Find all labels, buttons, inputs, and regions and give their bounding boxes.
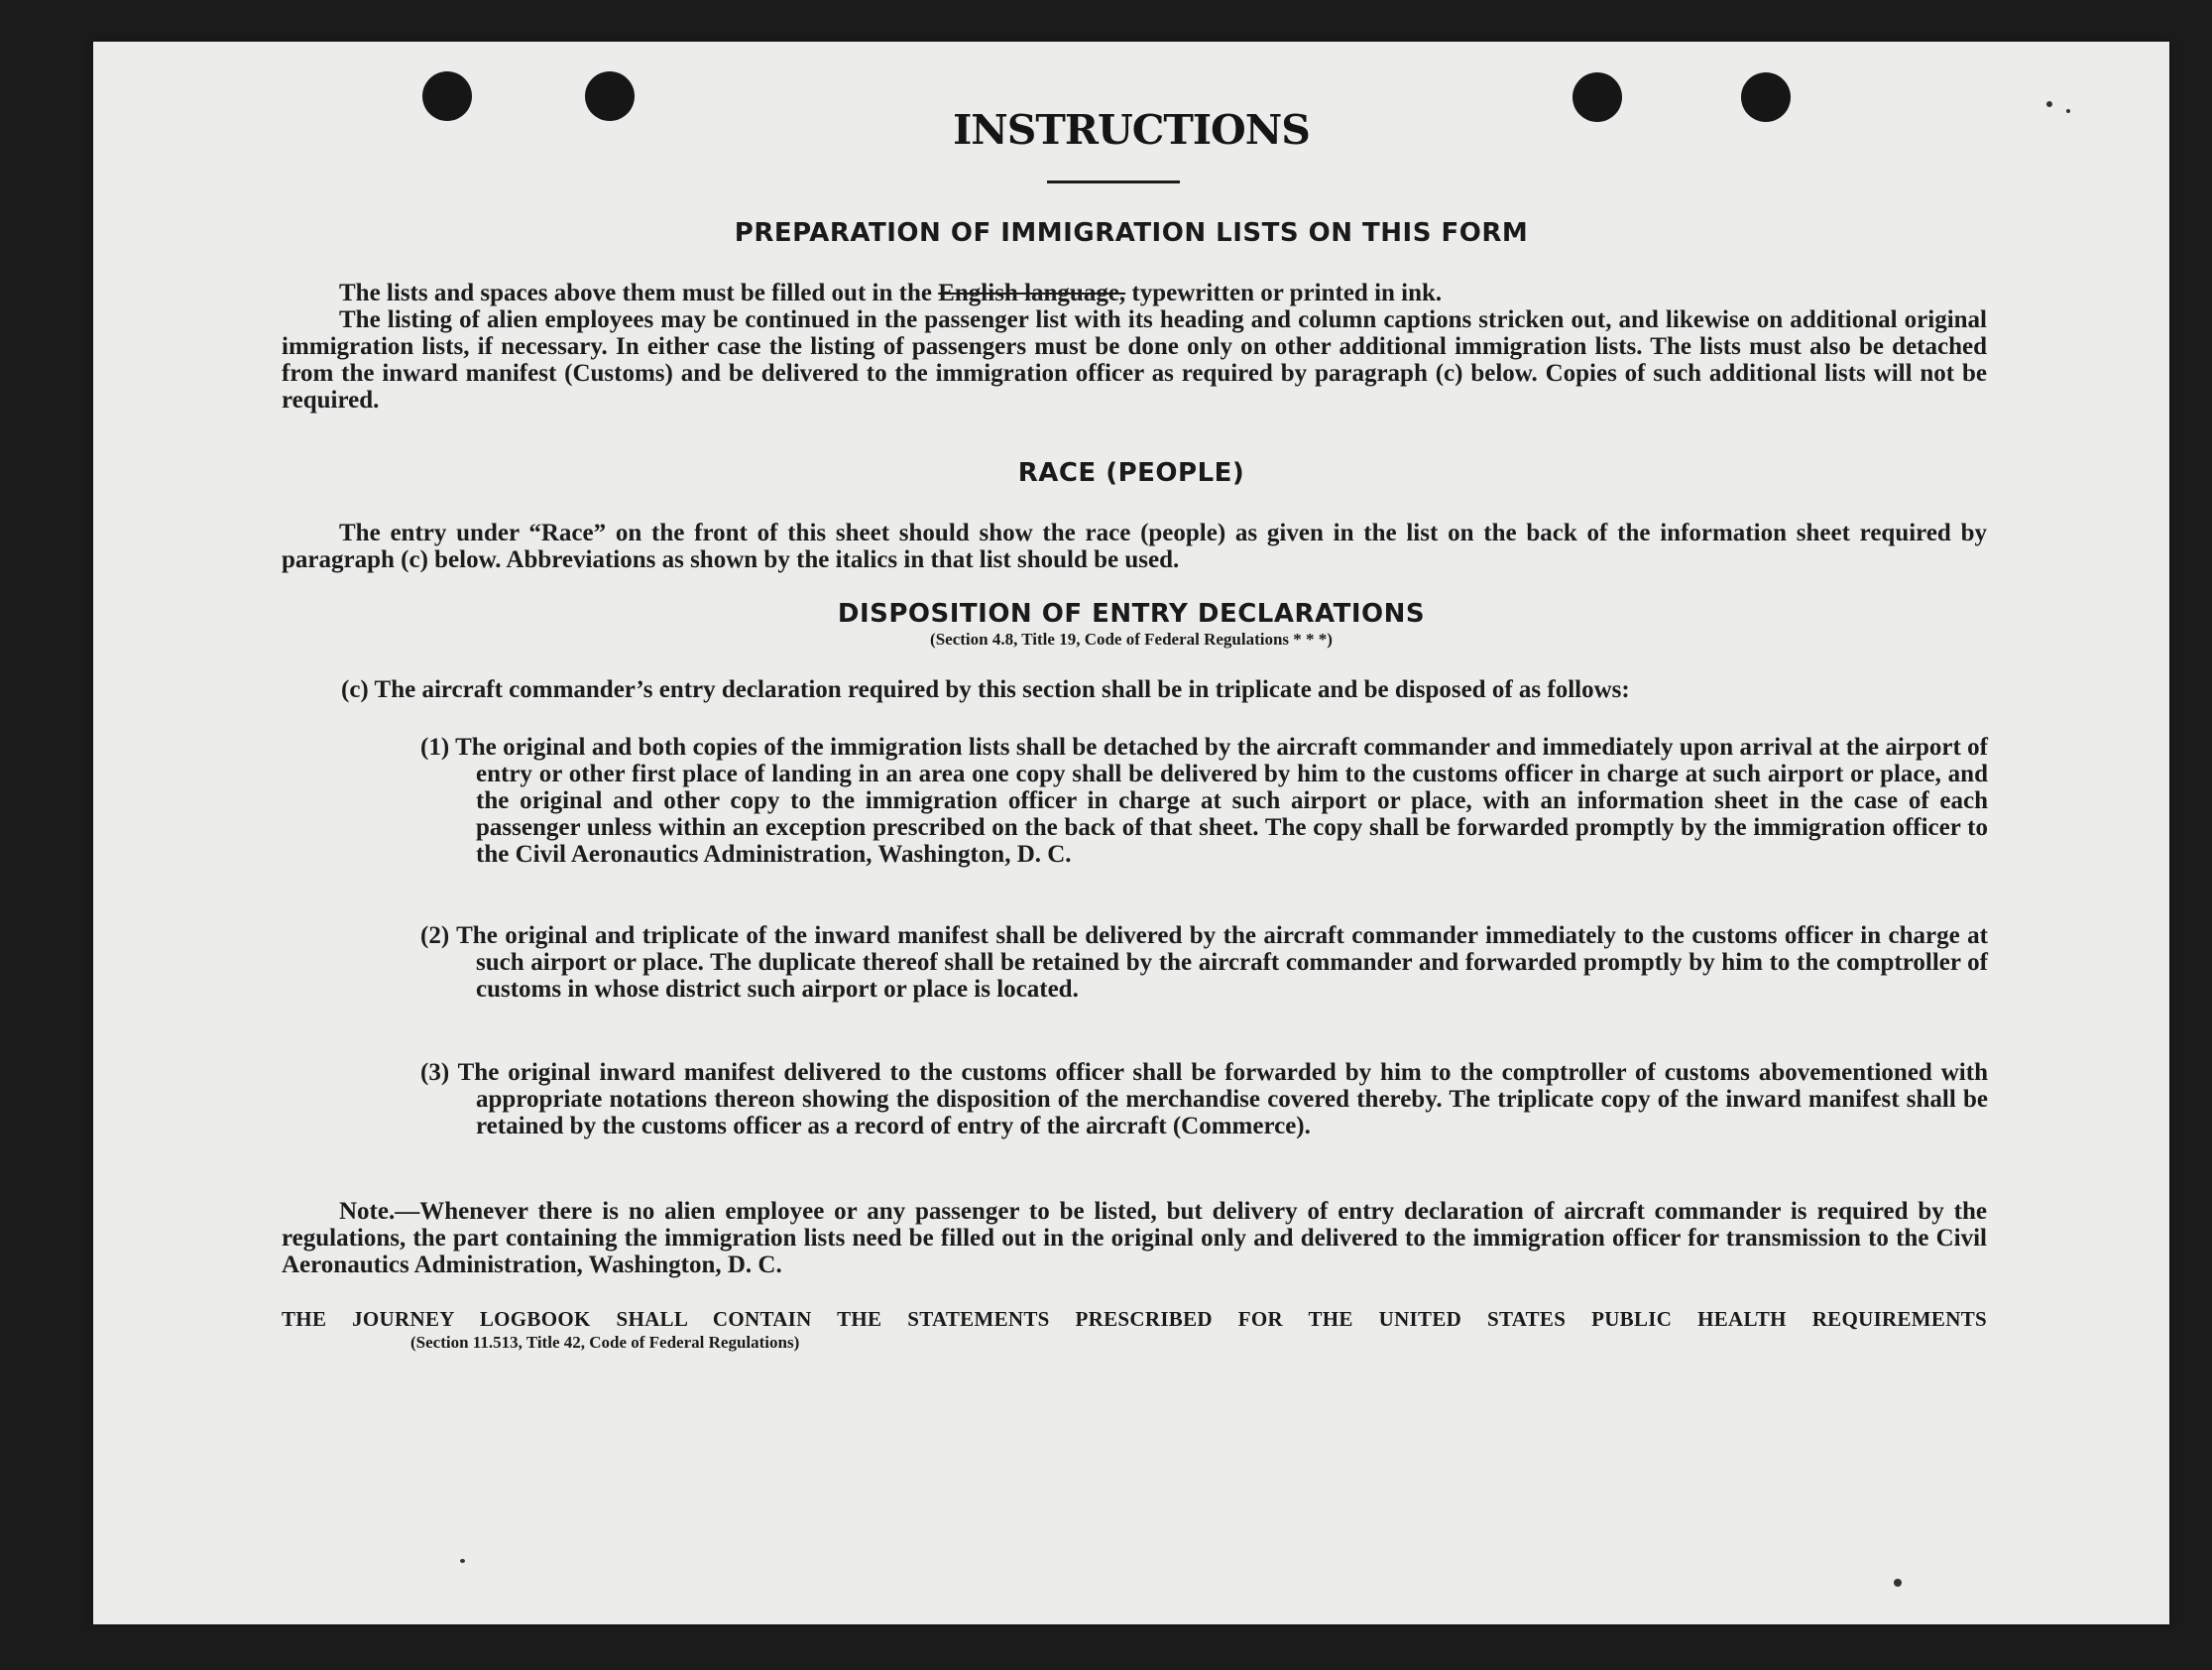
preparation-paragraph-2: The listing of alien employees may be continued in the passenger list with its heading and column captions stricken out, and likewise on additional original immigration lists, if necessary. In either case the listing of passengers must be done only on other additional immigration lists. The lists must also be detached from the inward manifest (Customs) and be delivered to the immigration officer as required by paragraph (c) below. Copies of such additional lists will not be required.: [282, 306, 1987, 414]
speck: [460, 1559, 465, 1563]
disposition-subheading: (Section 4.8, Title 19, Code of Federal Regulations * * *): [930, 630, 1333, 649]
race-heading: RACE (PEOPLE): [1017, 458, 1245, 488]
disposition-heading: DISPOSITION OF ENTRY DECLARATIONS: [837, 599, 1426, 629]
race-paragraph: The entry under “Race” on the front of this sheet should show the race (people) as given in the list on the back of the information sheet required by paragraph (c) below. Abbreviations as shown by the italics in that list should be used.: [282, 520, 1987, 573]
p1-text: The lists and spaces above them must be filled out in the: [339, 280, 932, 306]
title-underline: [1047, 180, 1180, 183]
disposition-intro: (c) The aircraft commander’s entry declaration required by this section shall be in triplicate and be disposed of as follows:: [341, 676, 1630, 703]
health-requirements-citation: (Section 11.513, Title 42, Code of Federal Regulations): [410, 1333, 800, 1352]
document-sheet: [93, 42, 2169, 1624]
p1-text-after: typewritten or printed in ink.: [1131, 280, 1443, 306]
page-title: INSTRUCTIONS: [953, 106, 1310, 154]
speck: [1894, 1579, 1902, 1587]
disposition-item-1: (1) The original and both copies of the immigration lists shall be detached by the aircraft commander and immediately upon arrival at the airport of entry or other first place of landing in an area one copy shall be delivered by him to the customs officer in charge at such airport or place, and the original and other copy to the immigration officer in charge at such airport or place, with an information sheet in the case of each passenger unless within an exception prescribed on the back of that sheet. The copy shall be forwarded promptly by the immigration officer to the Civil Aeronautics Administration, Washington, D. C.: [420, 734, 1988, 868]
note-paragraph: Note.—Whenever there is no alien employee or any passenger to be listed, but delivery of entry declaration of aircraft commander is required by the regulations, the part containing the immigration lists need be filled out in the original only and delivered to the immigration officer for transmission to the Civil Aeronautics Administration, Washington, D. C.: [282, 1198, 1987, 1278]
disposition-item-3: (3) The original inward manifest delivered to the customs officer shall be forwarded by him to the comptroller of customs abovementioned with appropriate notations thereon showing the disposition of the merchandise covered thereby. The triplicate copy of the inward manifest shall be retained by the customs officer as a record of entry of the aircraft (Commerce).: [420, 1059, 1988, 1139]
disposition-item-2: (2) The original and triplicate of the inward manifest shall be delivered by the aircraft commander immediately to the customs officer in charge at such airport or place. The duplicate thereof shall be retained by the aircraft commander and forwarded promptly by him to the comptroller of customs in whose district such airport or place is located.: [420, 922, 1988, 1003]
p1-struck-text: English language,: [938, 280, 1126, 306]
preparation-heading: PREPARATION OF IMMIGRATION LISTS ON THIS FORM: [734, 218, 1529, 248]
health-requirements-line: THE JOURNEY LOGBOOK SHALL CONTAIN THE STATEMENTS PRESCRIBED FOR THE UNITED STATES PUBLIC HEALTH REQUIREMENTS: [282, 1307, 1987, 1331]
preparation-paragraph-1: [282, 280, 1987, 306]
